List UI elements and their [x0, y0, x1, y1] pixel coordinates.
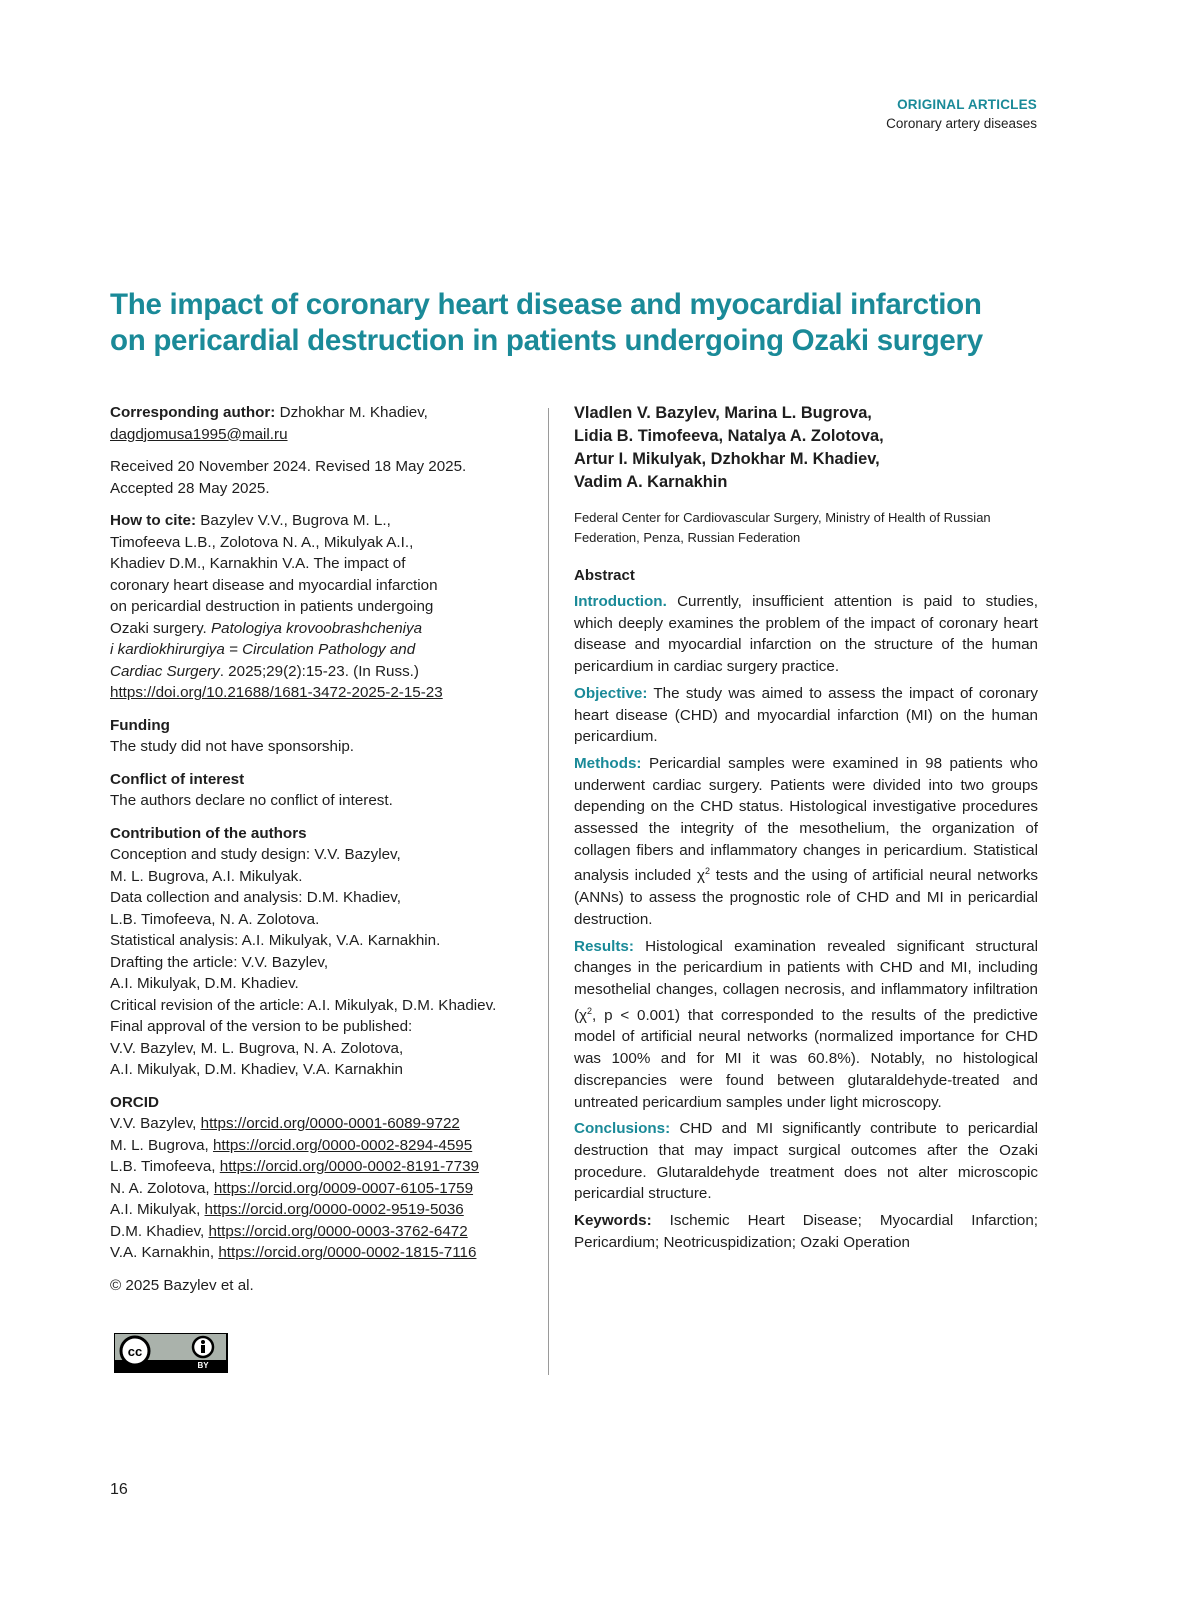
introduction-label: Introduction.	[574, 593, 667, 610]
orcid-author: V.V. Bazylev,	[110, 1115, 201, 1132]
received-line-1: Received 20 November 2024. Revised 18 May 2025.	[110, 458, 467, 475]
orcid-heading: ORCID	[110, 1093, 159, 1111]
orcid-entry	[110, 1221, 530, 1243]
abstract-objective	[574, 683, 1038, 748]
funding-heading: Funding	[110, 716, 170, 734]
results-text: , p < 0.001) that corresponded to the results of the predictive model of artificial neural networks (normalized importance for CHD was 100% and for MI it was 60.8%). Notably, no histological discrepancies were found between glutaraldehyde-treated and untreated pericardium samples under light microscopy.	[574, 1006, 1038, 1111]
cite-line: Bazylev V.V., Bugrova M. L.,	[200, 512, 391, 529]
left-column	[110, 402, 530, 1307]
objective-label: Objective:	[574, 684, 648, 702]
orcid-link[interactable]: https://orcid.org/0000-0001-6089-9722	[200, 1115, 460, 1132]
abstract-keywords	[574, 1210, 1038, 1253]
corresponding-label: Corresponding author:	[110, 404, 276, 421]
cite-line: coronary heart disease and myocardial infarction	[110, 576, 438, 594]
cite-journal: Patologiya krovoobrashcheniya	[211, 619, 423, 637]
abstract-heading: Abstract	[574, 567, 635, 584]
abstract-introduction	[574, 591, 1038, 678]
conflict-text: The authors declare no conflict of interest.	[110, 792, 393, 809]
orcid-entry	[110, 1242, 530, 1264]
introduction-text: Currently, insufficient attention is paid to studies, which deeply examines the problem of the impact of coronary heart disease and myocardial infarction on the structure of the human pericardium in cardiac surgery practice.	[574, 593, 1038, 676]
orcid-link[interactable]: https://orcid.org/0000-0003-3762-6472	[208, 1222, 468, 1240]
contrib-heading: Contribution of the authors	[110, 824, 307, 842]
author-line: Vladlen V. Bazylev, Marina L. Bugrova,	[574, 404, 872, 422]
title-line-2: on pericardial destruction in patients undergoing Ozaki surgery	[110, 324, 983, 357]
cite-journal: Cardiac Surgery	[110, 662, 220, 680]
funding	[110, 715, 530, 758]
contrib-line: L.B. Timofeeva, N. A. Zolotova.	[110, 910, 320, 928]
cite-volume: . 2025;29(2):15-23. (In Russ.)	[219, 662, 419, 680]
orcid-link[interactable]: https://orcid.org/0009-0007-6105-1759	[213, 1179, 474, 1197]
affiliation	[574, 508, 1038, 548]
orcid-author: V.A. Karnakhin,	[110, 1244, 219, 1261]
contrib-line: A.I. Mikulyak, D.M. Khadiev.	[110, 975, 299, 992]
author-line: Artur I. Mikulyak, Dzhokhar M. Khadiev,	[574, 450, 880, 468]
cite-doi-link[interactable]: https://doi.org/10.21688/1681-3472-2025-2-15-23	[110, 684, 443, 701]
article-title	[110, 287, 1070, 359]
svg-text:cc: cc	[127, 1344, 143, 1359]
author-list	[574, 402, 1038, 494]
how-to-cite	[110, 510, 530, 704]
copyright: © 2025 Bazylev et al.	[110, 1276, 254, 1294]
methods-text: tests and the using of artificial neural networks (ANNs) to assess the prognostic role of CHD and MI in pericardial destruction.	[574, 867, 1038, 928]
methods-superscript: 2	[704, 866, 710, 877]
cite-line: Khadiev D.M., Karnakhin V.A. The impact of	[110, 555, 406, 572]
objective-text: The study was aimed to assess the impact of coronary heart disease (CHD) and myocardial infarction (MI) on the human pericardium.	[574, 684, 1038, 746]
cite-line-plain: Ozaki surgery.	[110, 619, 211, 637]
conflict-heading: Conflict of interest	[110, 770, 245, 788]
cite-journal: i kardiokhirurgiya = Circulation Pathology and	[110, 641, 416, 658]
conclusions-label: Conclusions:	[574, 1120, 671, 1138]
orcid-link[interactable]: https://orcid.org/0000-0002-1815-7116	[218, 1244, 477, 1261]
title-line-1: The impact of coronary heart disease and myocardial infarction	[110, 288, 982, 321]
orcid-author: L.B. Timofeeva,	[110, 1158, 220, 1175]
abstract-results	[574, 936, 1038, 1114]
abstract-methods	[574, 753, 1038, 931]
corresponding-name: Dzhokhar M. Khadiev,	[279, 404, 428, 421]
orcid-entry	[110, 1156, 530, 1178]
column-divider	[548, 408, 549, 1375]
section-kicker: ORIGINAL ARTICLES	[897, 97, 1037, 112]
author-line: Vadim A. Karnakhin	[574, 473, 728, 491]
abstract-conclusions	[574, 1118, 1038, 1205]
results-superscript: 2	[587, 1005, 593, 1016]
contrib-line: Drafting the article: V.V. Bazylev,	[110, 953, 329, 971]
cc-by-license-badge[interactable]	[114, 1333, 228, 1373]
contrib-line: M. L. Bugrova, A.I. Mikulyak.	[110, 867, 303, 885]
results-text: Histological examination revealed significant structural changes in the pericardium in patients with CHD and MI, including mesothelial changes, collagen necrosis, and inflammatory infiltration (χ	[574, 937, 1038, 1024]
corresponding-email-link[interactable]: dagdjomusa1995@mail.ru	[110, 425, 288, 443]
orcid-author: A.I. Mikulyak,	[110, 1201, 205, 1218]
orcid-entry	[110, 1135, 530, 1157]
cc-by-label: BY	[197, 1361, 209, 1370]
contrib-line: Data collection and analysis: D.M. Khadiev,	[110, 889, 401, 906]
orcid-link[interactable]: https://orcid.org/0000-0002-8294-4595	[212, 1136, 473, 1154]
orcid-link[interactable]: https://orcid.org/0000-0002-9519-5036	[204, 1201, 464, 1218]
orcid-entry	[110, 1199, 530, 1221]
page-number: 16	[110, 1481, 128, 1498]
orcid-entry	[110, 1178, 530, 1200]
corresponding-author	[110, 402, 530, 445]
affiliation-line: Federal Center for Cardiovascular Surgery, Ministry of Health of Russian	[574, 510, 991, 525]
contrib-line: Final approval of the version to be published:	[110, 1018, 413, 1035]
right-column	[574, 402, 1038, 1254]
keywords-label: Keywords:	[574, 1212, 652, 1230]
conflict-of-interest	[110, 769, 530, 812]
results-label: Results:	[574, 937, 634, 955]
methods-text: Pericardial samples were examined in 98 patients who underwent cardiac surgery. Patients were divided into two groups depending on the CHD status. Histological investigative procedures assessed the integrity of the mesothelium, the organization of collagen fibers and inflammatory changes in pericardium. Statistical analysis included χ	[574, 754, 1038, 885]
author-line: Lidia B. Timofeeva, Natalya A. Zolotova,	[574, 427, 884, 445]
affiliation-line: Federation, Penza, Russian Federation	[574, 530, 801, 545]
section-subsection: Coronary artery diseases	[886, 116, 1037, 131]
contrib-line: A.I. Mikulyak, D.M. Khadiev, V.A. Karnakhin	[110, 1061, 403, 1078]
author-contributions	[110, 823, 530, 1081]
contrib-line: V.V. Bazylev, M. L. Bugrova, N. A. Zolotova,	[110, 1039, 404, 1057]
conclusions-text: CHD and MI significantly contribute to pericardial destruction that may impact surgical outcomes after the Ozaki procedure. Glutaraldehyde treatment does not alter microscopic pericardial structure.	[574, 1120, 1038, 1203]
orcid-entry	[110, 1113, 530, 1135]
cite-label: How to cite:	[110, 512, 197, 529]
funding-text: The study did not have sponsorship.	[110, 738, 354, 755]
keywords-text: Ischemic Heart Disease; Myocardial Infarction; Pericardium; Neotricuspidization; Ozaki Operation	[574, 1212, 1038, 1251]
cite-line: Timofeeva L.B., Zolotova N. A., Mikulyak A.I.,	[110, 533, 414, 551]
section-header	[886, 95, 1037, 133]
orcid-author: D.M. Khadiev,	[110, 1222, 209, 1240]
contrib-line: Critical revision of the article: A.I. Mikulyak, D.M. Khadiev.	[110, 996, 497, 1014]
cite-line: on pericardial destruction in patients undergoing	[110, 598, 434, 615]
orcid-link[interactable]: https://orcid.org/0000-0002-8191-7739	[219, 1158, 479, 1175]
orcid-author: M. L. Bugrova,	[110, 1136, 213, 1154]
orcid-list	[110, 1092, 530, 1264]
received-line-2: Accepted 28 May 2025.	[110, 479, 270, 497]
received-dates	[110, 456, 530, 499]
contrib-line: Conception and study design: V.V. Bazylev,	[110, 846, 401, 863]
contrib-line: Statistical analysis: A.I. Mikulyak, V.A. Karnakhin.	[110, 932, 441, 949]
orcid-author: N. A. Zolotova,	[110, 1179, 214, 1197]
methods-label: Methods:	[574, 754, 642, 772]
